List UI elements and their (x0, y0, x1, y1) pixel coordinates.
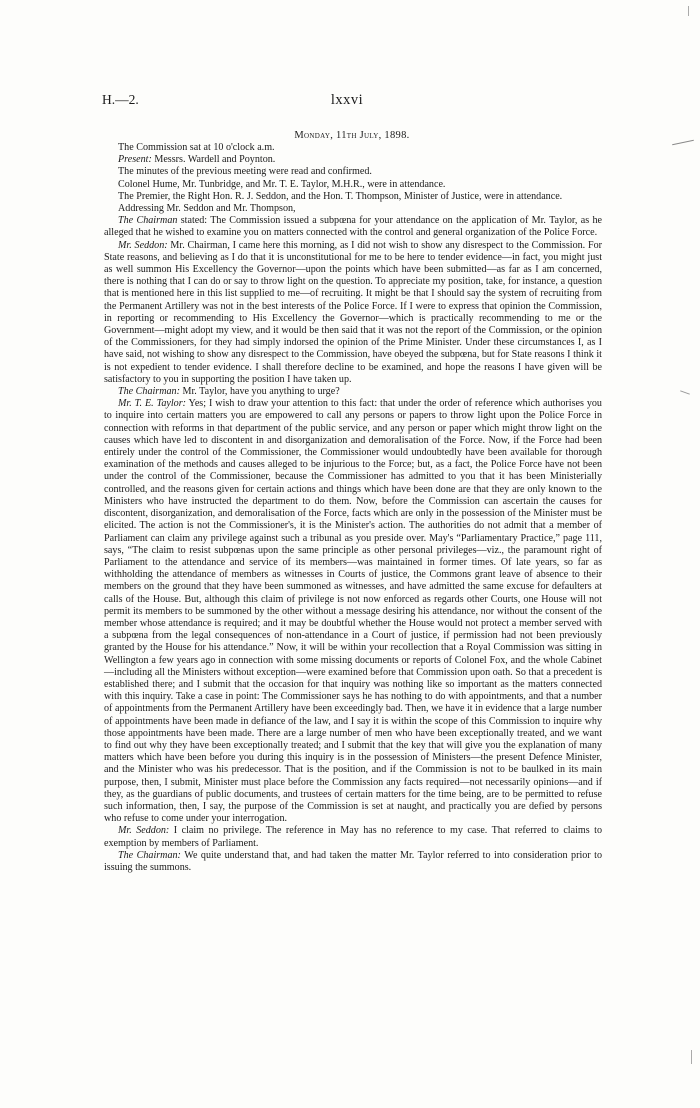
minutes-paragraph (104, 398, 602, 825)
sitting-date: Monday, 11th July, 1898. (294, 130, 410, 141)
minutes-paragraph (104, 142, 602, 154)
paragraph-text: Messrs. Wardell and Poynton. (151, 154, 276, 166)
minutes-paragraph (104, 154, 602, 166)
scan-mark (672, 140, 694, 146)
minutes-paragraph (104, 215, 602, 239)
minutes-paragraph (104, 166, 602, 178)
paragraph-text: Colonel Hume, Mr. Tunbridge, and Mr. T. E. Taylor, M.H.R., were in attendance. (118, 178, 446, 190)
paragraph-text: Addressing Mr. Seddon and Mr. Thompson, (118, 203, 296, 215)
paragraph-text: Mr. Chairman, I came here this morning, as I did not wish to show any disrespect to the Commission. For State reasons, and believing as I do that it is unconstitutional for me to be here to tender evidence—in fact, you might just as well summon His Excellency the Governor—upon the points which have been submitted—as far as I am concerned, there is nothing that I can do or say to throw light on the question. To appreciate my position, take, for instance, a question that is mentioned here in this list supplied to me—of recruiting. It might be that I should say the system of recruiting from the Permanent Artillery was not in the best interests of the Police Force. If I were to express that opinion the Commission, in reporting or recommending to His Excellency the Governor—which is practically recommending to me or the Government—might adopt my view, and it would be then said that it was not the report of the Commission, or the opinion of the Commissioners, for they had simply indorsed the opinion of the Prime Minister. Under these circumstances I, as I have said, not wishing to show any disrespect to the Commission, have obeyed the subpœna, but for State reasons I think it is not expedient to tender evidence. I shall therefore decline to be examined, and hope the reasons I have given will be satisfactory to you in supporting the position I have taken up. (104, 239, 603, 385)
paragraph-text: stated: The Commission issued a subpœna for your attendance on the application of Mr. Taylor, as he alleged that he wished to examine you on matters connected with the control and general organization of the Police Force. (104, 215, 603, 239)
speaker-label: Mr. Seddon: (118, 825, 170, 837)
minutes-paragraph (104, 386, 602, 398)
parliamentary-paper-ref: H.—2. (102, 92, 139, 107)
minutes-paragraph (104, 179, 602, 191)
paragraph-text: Yes; I wish to draw your attention to this fact: that under the order of reference which authorises you to inquire into certain matters you are empowered to call any persons or papers to throw light upon the Police Force in connection with reforms in that department of the public service, and any person or paper which might throw light on the causes which have led to discontent in and disorganization and demoralisation of the Force. Now, if the Force had been entirely under the control of the Commissioner, the Commissioner would undoubtedly have been available for thorough examination of the methods and causes alleged to be injurious to the Force; but, as a fact, the Police Force have not been under the control of the Commissioner, because the Commissioner has admitted to you that it has been Ministerially controlled, and the reasons given for certain actions and things which have been done are that they are only known to the Ministers who have instructed the department to do them. Now, before the Commission can ascertain the causes for discontent, disorganization, and demoralisation of the Force, facts which are only in the possession of the Minister must be elicited. The action is not the Commissioner's, it is the Minister's action. The authorities do not admit that a member of Parliament can claim any privilege against such a tribunal as you preside over. May's “Parliamentary Practice,” page 111, says, “The claim to resist subpœnas upon the same principle as other personal privileges—viz., the paramount right of Parliament to the attendance and service of its members—was maintained in former times. Of late years, so far as withholding the attendance of members as witnesses in Courts of justice, the Commons grant leave of absence to their members on the ground that they have been summoned as witnesses, and have admitted the same excuse for defaulters at calls of the House. But, although this claim of privilege is not now enforced as regards other Courts, one House will not permit its members to be summoned by the other without a message desiring his attendance, nor without the consent of the member whose attendance is required; and it may be doubtful whether the House would not protect a member served with a subpœna from the legal consequences of non-attendance in a Court of justice, if permission had not been previously granted by the House for his attendance.” Now, it will be within your recollection that a Royal Commission was sitting in Wellington a few years ago in connection with some missing documents or reports of Colonel Fox, and the whole Cabinet—including all the Ministers without exception—were examined before that Commission upon oath. So that a precedent is established there; and I submit that the occasion for that inquiry was nothing like so important as the matters connected with this inquiry. Take a case in point: The Commissioner says he has nothing to do with appointments, and that a number of appointments from the Permanent Artillery have been exceedingly bad. Then, we have it in evidence that a large number of appointments have been made in defiance of the law, and I say it is within the scope of this Commission to inquire why those appointments have been made. There are a large number of men who have been exceptionally treated, and we want to find out why they have been exceptionally treated; and I submit that the key that will give you the explanation of many matters which have been before you during this inquiry is in the possession of Ministers—the present Defence Minister, and the Minister who was his predecessor. That is the position, and if the Commission is not to be baulked in its main purpose, then, I submit, Minister must place before the Commission any facts required—not necessarily opinions—and if they, as the guardians of public documents, and trustees of certain matters for the time being, are to be permitted to refuse such information, then, I say, the purpose of the Commission is set at naught, and practically you are defied by persons who refuse to come under your interrogation. (104, 398, 602, 825)
paragraph-text: We quite understand that, and had taken the matter Mr. Taylor referred to into consideration prior to issuing the summons. (104, 849, 603, 873)
speaker-label: Mr. Seddon: (118, 239, 168, 251)
speaker-label: The Chairman: (118, 849, 181, 861)
paragraph-text: The Premier, the Right Hon. R. J. Seddon, and the Hon. T. Thompson, Minister of Justice, were in attendance. (118, 190, 563, 202)
speaker-label: The Chairman: (118, 386, 180, 398)
minutes-body (104, 142, 602, 874)
minutes-paragraph (104, 825, 602, 849)
minutes-paragraph (104, 240, 602, 386)
scan-mark (691, 1050, 692, 1064)
paragraph-text: The minutes of the previous meeting were read and confirmed. (118, 166, 372, 178)
page-number: lxxvi (330, 92, 364, 108)
speaker-label: Present: (118, 154, 152, 166)
speaker-label: The Chairman (118, 215, 178, 227)
paragraph-text: I claim no privilege. The reference in May has no reference to my case. That referred to claims to exemption by members of Parliament. (104, 825, 602, 849)
minutes-paragraph (104, 203, 602, 215)
paragraph-text: The Commission sat at 10 o'clock a.m. (118, 142, 275, 153)
scan-mark (688, 6, 689, 16)
minutes-paragraph (104, 850, 602, 874)
speaker-label: Mr. T. E. Taylor: (118, 398, 186, 410)
page-header (102, 92, 602, 112)
minutes-paragraph (104, 191, 602, 203)
scan-mark (680, 390, 690, 394)
paragraph-text: Mr. Taylor, have you anything to urge? (179, 386, 340, 398)
